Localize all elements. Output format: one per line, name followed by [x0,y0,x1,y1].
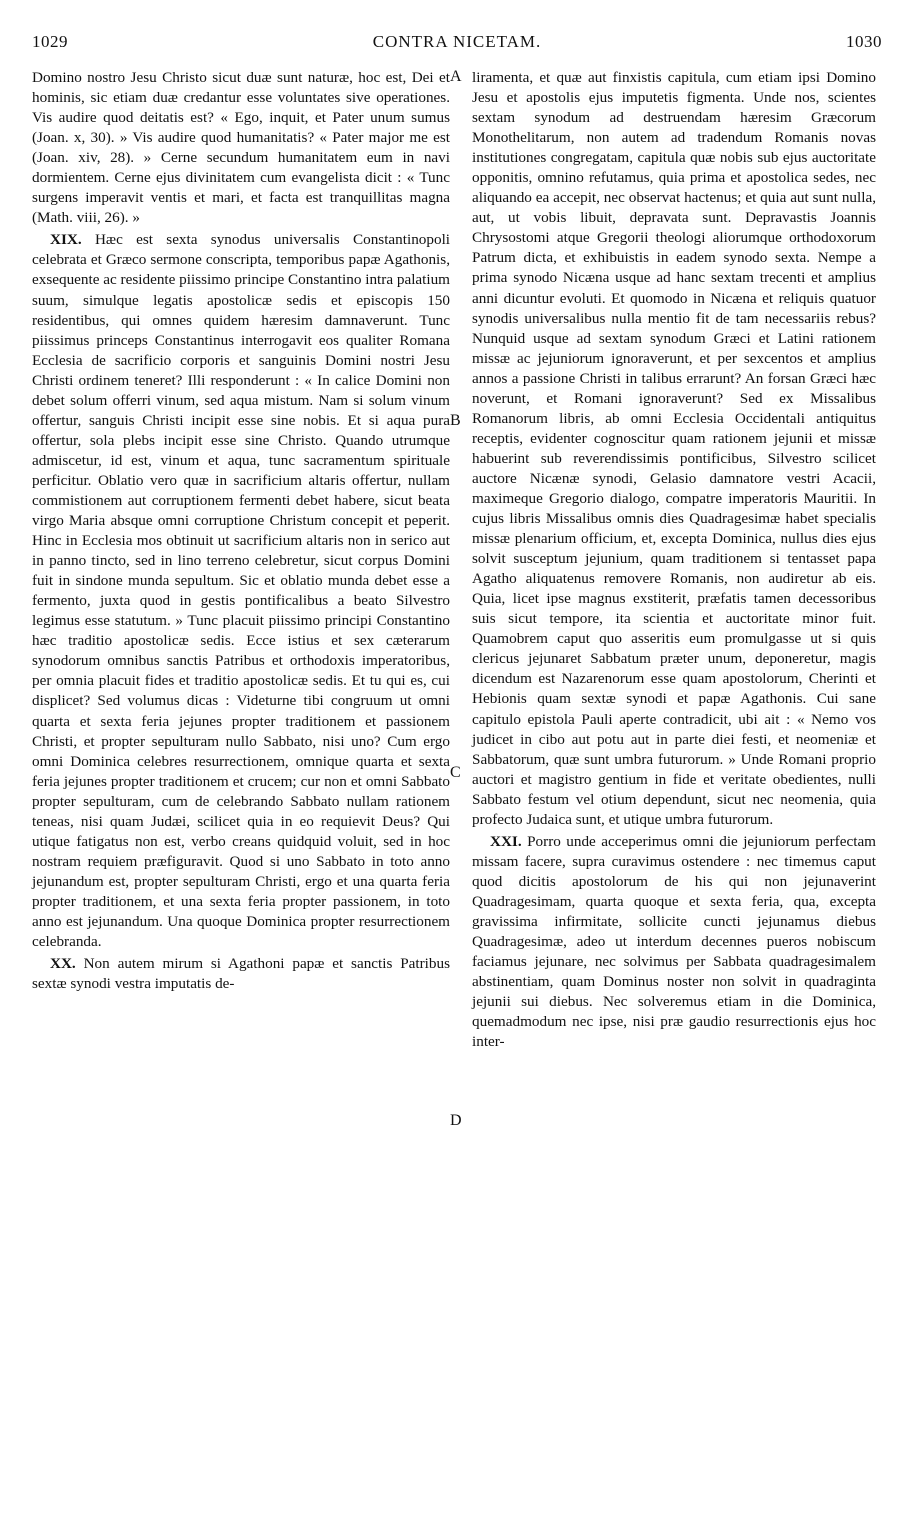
running-header [32,32,882,60]
left-column [32,68,450,994]
left-paragraph-continuation: Domino nostro Jesu Christo sicut duæ sunt naturæ, hoc est, Dei et hominis, sic etiam duæ credantur esse voluntates sive operationes. Vis audire quod deitatis est? « Ego, inquit, et Pater unum sumus (Joan. x, 30). » Vis audire quod humanitatis? « Pater major me est (Joan. xiv, 28). » Cerne secundum humanitatem eum in navi dormientem. Cerne ejus divinitatem cum evangelista dicit : « Tunc surgens imperavit ventis et mari, et facta est tranquillitas magna (Math. viii, 26). » [32,69,450,227]
section-number-xxi: XXI. [490,832,522,850]
section-number-xix: XIX. [50,231,82,249]
margin-letter-c: C [450,764,461,781]
page-number-left: 1029 [32,32,68,51]
left-paragraph-xix [32,230,450,952]
right-paragraph-xxi [472,832,876,1053]
left-paragraph-xx [32,954,450,994]
margin-letter-a: A [450,68,462,85]
margin-letter-d: D [450,1112,462,1129]
running-title: CONTRA NICETAM. [372,32,542,51]
section-number-xx: XX. [50,955,76,973]
section-text-xix: Hæc est sexta synodus universalis Constantinopoli celebrata et Græco sermone conscripta, temporibus papæ Agathonis, exsequente ac residente piissimo principe Constantino intra palatium suum, simulque legatis apostolicæ sedis et episcopis 150 residentibus, qui omnes quidem hæresim damnaverunt. Tunc piissimus princeps Constantinus interrogavit eos qualiter Romana Ecclesia de sacrificio corporis et sanguinis Domini nostri Jesu Christi ordinem teneret? Illi responderunt : « In calice Domini non debet solum offerri vinum, sed aqua mistum. Nam si solum vinum offertur, sanguis Christi incipit esse sine nobis. Et si aqua pura offertur, sola plebs incipit esse sine Christo. Quando utrumque admiscetur, id est, vinum et aqua, tunc sacramentum spirituale perficitur. Oblatio vero quæ in sacrificium altaris offertur, nullam commistionem aut corruptionem fermenti debet habere, sicut beata virgo Maria absque omni corruptione Christum concepit et peperit. Hinc in Ecclesia mos obtinuit ut sacrificium altaris non in serico aut in panno tincto, sed in lino terreno celebretur, sicut corpus Domini fuit in sindone munda sepultum. Sic et oblatio munda debet esse a fermento, juxta quod in gestis pontificalibus a beato Silvestro legimus esse statutum. » Tunc placuit piissimo principi Constantino hæc traditio apostolicæ sedis. Ecce istius et sex cæterarum synodorum omnibus sanctis Patribus et orthodoxis imperatoribus, per omnia placuit fides et traditio apostolicæ sedis. Et tu qui es, cui displicet? Sed volumus dicas : Videturne tibi congruum ut omni quarta et sexta feria jejunes propter traditionem et passionem Christi, et propter sepulturam nullo Sabbato, nisi uno? Cum ergo omni Dominica celebres resurrectionem, omnique quarta et sexta feria jejunes propter traditionem et crucem; cur non et omni Sabbato propter sepulturam, cum de celebrando Sabbato nullam rationem teneas, nisi quam Judæi, scilicet quia in eo requievit Deus? Qui utique fatigatus non est, verbo creans quidquid voluit, sed in hoc nostram requiem præfiguravit. Quod si uno Sabbato in toto anno jejunandum est, propter sepulturam Christi, ergo et una quarta feria propter traditionem, et una sexta feria propter passionem, in toto anno est jejunandum. Una quoque Dominica propter resurrectionem celebranda. [32,231,451,951]
section-text-xx: Non autem mirum si Agathoni papæ et sanctis Patribus sextæ synodi vestra imputatis de- [32,955,450,993]
right-paragraph-continuation: liramenta, et quæ aut finxistis capitula, cum etiam ipsi Domino Jesu et apostolis ejus imputetis figmenta. Unde nos, scientes sextam synodum ad destruendam hæresim Græcorum Monothelitarum, non autem ad tradendum Romanis novas institutiones congregatam, capitula quæ nobis sub ejus auctoritate opponitis, omnino refutamus, quia prima et apostolica sedes, nec aliquando ea accepit, nec observat hactenus; et quia aut sunt nulla, aut, ut vobis libuit, depravata sunt. Depravastis Joannis Chrysostomi atque Gregorii theologi aliorumque orthodoxorum Patrum dicta, et exhibuistis in eadem synodo sexta. Nempe a prima synodo Nicæna usque ad hanc sextam trecenti et amplius anni dicuntur evoluti. Et quomodo in Nicæna et reliquis quatuor synodis universalibus nulla mentio fit de tam necessariis rebus? Nunquid usque ad sextam synodum Græci et Latini rationem missæ ac jejuniorum ignoraverunt, et per sexcentos et amplius annos a passione Christi in talibus errarunt? An forsan Græci hæc noverunt, et Romani ignoraverunt? Sed ex Missalibus Romanorum libris, ab omni Ecclesia Occidentali antiquitus receptis, evidenter cognoscitur quam rationem jejunii et missæ habuerint sub reverendissimis pontificibus, Silvestro scilicet auctore Nicænæ synodi, Gelasio damnatore vestri Acacii, maximeque Gregorio dialogo, compatre imperatoris Mauritii. In cujus libris Missalibus omnis dies Quadragesimæ habet specialis missæ plenarium officium, et, excepta Dominica, nullus dies ejus solvit susceptum jejunium, quam traditionem si tentasset papa Agatho aliquatenus removere Romanis, non audiretur ab eis. Quia, licet ipse magnus exstiterit, præfatis tamen decessoribus suis sicut tempore, ita scientia et auctoritate minor fuit. Quamobrem caput quo asseritis eum promulgasse ut si quis clericus jejunaret Sabbatum præter unum, deponeretur, magis dicendum est Nazarenorum esse quam apostolorum, Cherinti et Hebionis quam sextæ synodi et papæ Agathonis. Cui sane capitulo epistola Pauli aperte contradicit, ubi ait : « Nemo vos judicet in cibo aut potu aut in parte diei festi, et neomeniæ et Sabbatorum, quæ sunt umbra futurorum. » Unde Romani proprio auctori et magistro gentium in fide et veritate obedientes, nulli Sabbato festum vel otium dependunt, sicut nec neomenia, quia profecto Judaica sunt, et utique umbra futurorum. [472,69,876,828]
margin-letter-b: B [450,412,461,429]
section-text-xxi: Porro unde acceperimus omni die jejuniorum perfectam missam facere, supra curavimus ostendere : nec timemus caput quod dicitis apostolorum de his qui non jejunaverint Quadragesimam, quarta quoque et sexta feria, qua, excepta gravissima infirmitate, sollicite cuncti jejunamus diebus Quadragesimæ, adeo ut interdum decennes pueros nobiscum faciamus jejunare, nec solvimus per Sabbata quadragesimalem abstinentiam, quam Dominus noster non solvit in quadraginta jejunii sui diebus. Nec solveremus etiam in die Dominica, quemadmodum nec ipse, nisi præ gaudio resurrectionis ejus hoc inter- [472,832,876,1051]
page-number-right: 1030 [846,32,882,51]
right-column [472,68,876,1052]
